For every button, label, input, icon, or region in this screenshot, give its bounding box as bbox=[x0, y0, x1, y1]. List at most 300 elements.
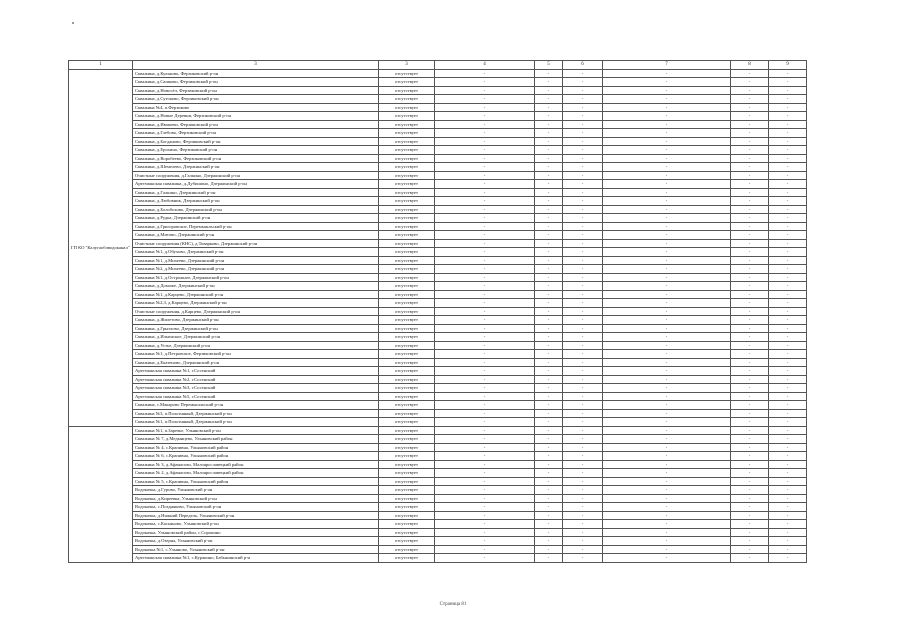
value-cell-col-5: - bbox=[535, 350, 563, 359]
value-cell-col-9: - bbox=[769, 265, 807, 274]
col-header-8: 8 bbox=[731, 61, 769, 70]
value-cell-col-8: - bbox=[731, 69, 769, 78]
value-cell-col-4: - bbox=[435, 205, 535, 214]
status-cell: отсутствует bbox=[379, 180, 435, 189]
value-cell-col-4: - bbox=[435, 333, 535, 342]
value-cell-col-7: - bbox=[603, 401, 731, 410]
value-cell-col-4: - bbox=[435, 392, 535, 401]
value-cell-col-7: - bbox=[603, 112, 731, 121]
status-cell: отсутствует bbox=[379, 477, 435, 486]
value-cell-col-6: - bbox=[563, 384, 603, 393]
value-cell-col-8: - bbox=[731, 477, 769, 486]
value-cell-col-7: - bbox=[603, 511, 731, 520]
value-cell-col-6: - bbox=[563, 503, 603, 512]
value-cell-col-4: - bbox=[435, 401, 535, 410]
value-cell-col-9: - bbox=[769, 324, 807, 333]
value-cell-col-5: - bbox=[535, 222, 563, 231]
value-cell-col-6: - bbox=[563, 95, 603, 104]
value-cell-col-7: - bbox=[603, 367, 731, 376]
value-cell-col-4: - bbox=[435, 188, 535, 197]
object-name-cell: Скважина, д.Рудка, Дзержинский р-он bbox=[133, 214, 379, 223]
value-cell-col-7: - bbox=[603, 307, 731, 316]
value-cell-col-5: - bbox=[535, 460, 563, 469]
value-cell-col-7: - bbox=[603, 554, 731, 563]
status-cell: отсутствует bbox=[379, 146, 435, 155]
value-cell-col-6: - bbox=[563, 367, 603, 376]
value-cell-col-8: - bbox=[731, 511, 769, 520]
value-cell-col-8: - bbox=[731, 299, 769, 308]
value-cell-col-7: - bbox=[603, 341, 731, 350]
value-cell-col-5: - bbox=[535, 528, 563, 537]
value-cell-col-6: - bbox=[563, 324, 603, 333]
value-cell-col-5: - bbox=[535, 120, 563, 129]
table-row bbox=[69, 316, 807, 325]
value-cell-col-6: - bbox=[563, 197, 603, 206]
value-cell-col-9: - bbox=[769, 494, 807, 503]
object-name-cell: Скважина, д.Митово, Дзержинский р-он bbox=[133, 231, 379, 240]
value-cell-col-5: - bbox=[535, 78, 563, 87]
status-cell: отсутствует bbox=[379, 222, 435, 231]
table-row bbox=[69, 350, 807, 359]
object-name-cell: Скважина №3, п.Полотняный, Дзержинский р-он bbox=[133, 409, 379, 418]
value-cell-col-8: - bbox=[731, 222, 769, 231]
status-cell: отсутствует bbox=[379, 316, 435, 325]
value-cell-col-9: - bbox=[769, 146, 807, 155]
value-cell-col-6: - bbox=[563, 154, 603, 163]
status-cell: отсутствует bbox=[379, 290, 435, 299]
value-cell-col-9: - bbox=[769, 290, 807, 299]
status-cell: отсутствует bbox=[379, 452, 435, 461]
table-row bbox=[69, 358, 807, 367]
value-cell-col-8: - bbox=[731, 324, 769, 333]
value-cell-col-7: - bbox=[603, 418, 731, 427]
value-cell-col-8: - bbox=[731, 239, 769, 248]
table-row bbox=[69, 86, 807, 95]
value-cell-col-4: - bbox=[435, 248, 535, 257]
value-cell-col-6: - bbox=[563, 443, 603, 452]
value-cell-col-7: - bbox=[603, 129, 731, 138]
value-cell-col-8: - bbox=[731, 188, 769, 197]
value-cell-col-6: - bbox=[563, 537, 603, 546]
object-name-cell: Скважина, д.Болобохово, Дзержинский р-он bbox=[133, 205, 379, 214]
value-cell-col-5: - bbox=[535, 477, 563, 486]
table-row bbox=[69, 307, 807, 316]
value-cell-col-7: - bbox=[603, 95, 731, 104]
value-cell-col-9: - bbox=[769, 392, 807, 401]
value-cell-col-4: - bbox=[435, 554, 535, 563]
value-cell-col-4: - bbox=[435, 146, 535, 155]
value-cell-col-5: - bbox=[535, 290, 563, 299]
status-cell: отсутствует bbox=[379, 367, 435, 376]
value-cell-col-5: - bbox=[535, 137, 563, 146]
value-cell-col-7: - bbox=[603, 545, 731, 554]
value-cell-col-4: - bbox=[435, 452, 535, 461]
value-cell-col-6: - bbox=[563, 401, 603, 410]
value-cell-col-7: - bbox=[603, 120, 731, 129]
value-cell-col-7: - bbox=[603, 248, 731, 257]
value-cell-col-5: - bbox=[535, 282, 563, 291]
value-cell-col-7: - bbox=[603, 171, 731, 180]
value-cell-col-9: - bbox=[769, 69, 807, 78]
object-name-cell: Водокачка, д.Озерна, Ульяновский р-он bbox=[133, 537, 379, 546]
status-cell: отсутствует bbox=[379, 350, 435, 359]
value-cell-col-5: - bbox=[535, 511, 563, 520]
value-cell-col-5: - bbox=[535, 256, 563, 265]
value-cell-col-5: - bbox=[535, 435, 563, 444]
table-row bbox=[69, 392, 807, 401]
value-cell-col-5: - bbox=[535, 307, 563, 316]
value-cell-col-7: - bbox=[603, 324, 731, 333]
status-cell: отсутствует bbox=[379, 392, 435, 401]
table-row bbox=[69, 443, 807, 452]
value-cell-col-6: - bbox=[563, 86, 603, 95]
organization-cell: ГП КО "Калугаоблводоканал" bbox=[69, 69, 133, 426]
col-header-2: 3 bbox=[133, 61, 379, 70]
table-row bbox=[69, 426, 807, 435]
object-name-cell: Скважина, д.Ерохино, Ферзиковский р-он bbox=[133, 146, 379, 155]
status-cell: отсутствует bbox=[379, 231, 435, 240]
value-cell-col-6: - bbox=[563, 290, 603, 299]
object-name-cell: Скважина, д.Воробеево, Ферзиковский р-он bbox=[133, 154, 379, 163]
value-cell-col-7: - bbox=[603, 69, 731, 78]
status-cell: отсутствует bbox=[379, 112, 435, 121]
value-cell-col-5: - bbox=[535, 486, 563, 495]
status-cell: отсутствует bbox=[379, 163, 435, 172]
value-cell-col-4: - bbox=[435, 120, 535, 129]
value-cell-col-4: - bbox=[435, 511, 535, 520]
value-cell-col-9: - bbox=[769, 120, 807, 129]
object-name-cell: Скважина, д.Грызлово, Дзержинский р-он bbox=[133, 324, 379, 333]
value-cell-col-5: - bbox=[535, 443, 563, 452]
value-cell-col-7: - bbox=[603, 435, 731, 444]
value-cell-col-4: - bbox=[435, 520, 535, 529]
status-cell: отсутствует bbox=[379, 545, 435, 554]
object-name-cell: Артезианская скважина №1, с.Куракино, Бабынинский р-н bbox=[133, 554, 379, 563]
value-cell-col-4: - bbox=[435, 163, 535, 172]
value-cell-col-6: - bbox=[563, 375, 603, 384]
value-cell-col-6: - bbox=[563, 129, 603, 138]
value-cell-col-4: - bbox=[435, 545, 535, 554]
object-name-cell: Артезианская скважина №1, г.Сосенский bbox=[133, 367, 379, 376]
value-cell-col-9: - bbox=[769, 78, 807, 87]
value-cell-col-5: - bbox=[535, 375, 563, 384]
value-cell-col-9: - bbox=[769, 486, 807, 495]
table-row bbox=[69, 103, 807, 112]
table-row bbox=[69, 95, 807, 104]
object-name-cell: Скважина №1, п.Заречье, Ульяновский р-он bbox=[133, 426, 379, 435]
value-cell-col-6: - bbox=[563, 171, 603, 180]
object-name-cell: Водокачка, Ульяновский район, с.Сорокино bbox=[133, 528, 379, 537]
value-cell-col-4: - bbox=[435, 239, 535, 248]
status-cell: отсутствует bbox=[379, 469, 435, 478]
value-cell-col-7: - bbox=[603, 188, 731, 197]
value-cell-col-7: - bbox=[603, 384, 731, 393]
value-cell-col-8: - bbox=[731, 350, 769, 359]
value-cell-col-8: - bbox=[731, 146, 769, 155]
value-cell-col-9: - bbox=[769, 452, 807, 461]
value-cell-col-4: - bbox=[435, 69, 535, 78]
value-cell-col-7: - bbox=[603, 273, 731, 282]
value-cell-col-8: - bbox=[731, 435, 769, 444]
object-name-cell: Артезианская скважина №2, г.Сосенский bbox=[133, 375, 379, 384]
value-cell-col-9: - bbox=[769, 197, 807, 206]
value-cell-col-6: - bbox=[563, 341, 603, 350]
value-cell-col-9: - bbox=[769, 129, 807, 138]
object-name-cell: Очистные сооружения (КНС), д.Товарково, Дзержинский р-он bbox=[133, 239, 379, 248]
value-cell-col-7: - bbox=[603, 477, 731, 486]
value-cell-col-8: - bbox=[731, 290, 769, 299]
value-cell-col-4: - bbox=[435, 537, 535, 546]
object-name-cell: Скважина, д.Григоровское, Перемышльский р-он bbox=[133, 222, 379, 231]
value-cell-col-7: - bbox=[603, 239, 731, 248]
object-name-cell: Водокачка, д.Киреевка, Ульяновский р-он bbox=[133, 494, 379, 503]
object-name-cell: Скважина, с.Макарово Перемышльский р-он bbox=[133, 401, 379, 410]
object-name-cell: Очистные сооружения, д.Галкино, Дзержинский р-он bbox=[133, 171, 379, 180]
value-cell-col-8: - bbox=[731, 180, 769, 189]
table-row bbox=[69, 154, 807, 163]
value-cell-col-9: - bbox=[769, 503, 807, 512]
value-cell-col-5: - bbox=[535, 324, 563, 333]
value-cell-col-8: - bbox=[731, 392, 769, 401]
value-cell-col-8: - bbox=[731, 95, 769, 104]
table-row bbox=[69, 477, 807, 486]
page-number: Страница 81 bbox=[439, 602, 467, 607]
value-cell-col-8: - bbox=[731, 307, 769, 316]
status-cell: отсутствует bbox=[379, 95, 435, 104]
status-cell: отсутствует bbox=[379, 358, 435, 367]
table-row bbox=[69, 188, 807, 197]
value-cell-col-5: - bbox=[535, 239, 563, 248]
value-cell-col-6: - bbox=[563, 103, 603, 112]
object-name-cell: Скважина № 5, с.Крапивна, Ульяновский район bbox=[133, 477, 379, 486]
value-cell-col-4: - bbox=[435, 358, 535, 367]
value-cell-col-7: - bbox=[603, 426, 731, 435]
value-cell-col-4: - bbox=[435, 367, 535, 376]
object-name-cell: Водокачка, с.Касьяново, Ульяновский р-он bbox=[133, 520, 379, 529]
value-cell-col-4: - bbox=[435, 418, 535, 427]
status-cell: отсутствует bbox=[379, 273, 435, 282]
object-name-cell: Скважина, д.Сутоково, Ферзиковский р-он bbox=[133, 95, 379, 104]
value-cell-col-4: - bbox=[435, 256, 535, 265]
value-cell-col-8: - bbox=[731, 528, 769, 537]
value-cell-col-8: - bbox=[731, 367, 769, 376]
value-cell-col-5: - bbox=[535, 367, 563, 376]
value-cell-col-8: - bbox=[731, 409, 769, 418]
table-row bbox=[69, 78, 807, 87]
value-cell-col-6: - bbox=[563, 78, 603, 87]
value-cell-col-9: - bbox=[769, 239, 807, 248]
value-cell-col-4: - bbox=[435, 214, 535, 223]
col-header-6: 6 bbox=[563, 61, 603, 70]
value-cell-col-5: - bbox=[535, 452, 563, 461]
object-name-cell: Скважина, д.Галкино, Дзержинский р-он bbox=[133, 188, 379, 197]
value-cell-col-8: - bbox=[731, 545, 769, 554]
value-cell-col-4: - bbox=[435, 350, 535, 359]
table-row bbox=[69, 528, 807, 537]
value-cell-col-6: - bbox=[563, 282, 603, 291]
table-row bbox=[69, 545, 807, 554]
scan-speck bbox=[72, 22, 74, 24]
table-row bbox=[69, 452, 807, 461]
value-cell-col-5: - bbox=[535, 180, 563, 189]
object-name-cell: Скважина, д.Устье, Дзержинский р-он bbox=[133, 341, 379, 350]
value-cell-col-9: - bbox=[769, 511, 807, 520]
col-header-3: 3 bbox=[379, 61, 435, 70]
value-cell-col-6: - bbox=[563, 350, 603, 359]
object-name-cell: Скважина №1, д.Михеево, Дзержинский р-он bbox=[133, 256, 379, 265]
table-row bbox=[69, 112, 807, 121]
object-name-cell: Водокачка, д.Нижний Передель, Ульяновский р-он bbox=[133, 511, 379, 520]
value-cell-col-9: - bbox=[769, 316, 807, 325]
object-name-cell: Скважина № 6, с.Крапивна, Ульяновский район bbox=[133, 452, 379, 461]
value-cell-col-6: - bbox=[563, 554, 603, 563]
table-row bbox=[69, 214, 807, 223]
object-name-cell: Скважина, д.Любовник, Дзержинский р-он bbox=[133, 197, 379, 206]
value-cell-col-7: - bbox=[603, 103, 731, 112]
value-cell-col-6: - bbox=[563, 307, 603, 316]
value-cell-col-5: - bbox=[535, 426, 563, 435]
value-cell-col-8: - bbox=[731, 460, 769, 469]
col-header-4: 4 bbox=[435, 61, 535, 70]
value-cell-col-5: - bbox=[535, 231, 563, 240]
status-cell: отсутствует bbox=[379, 86, 435, 95]
table-row bbox=[69, 231, 807, 240]
value-cell-col-9: - bbox=[769, 418, 807, 427]
table-row bbox=[69, 69, 807, 78]
value-cell-col-6: - bbox=[563, 137, 603, 146]
object-name-cell: Скважина № 2, д.Афанасово, Малоярославецкий район bbox=[133, 469, 379, 478]
value-cell-col-6: - bbox=[563, 239, 603, 248]
value-cell-col-9: - bbox=[769, 460, 807, 469]
object-name-cell: Скважина №1, д.Острожное, Дзержинский р-он bbox=[133, 273, 379, 282]
status-cell: отсутствует bbox=[379, 537, 435, 546]
object-name-cell: Скважина №1, д.Карцево, Дзержинский р-он bbox=[133, 290, 379, 299]
value-cell-col-6: - bbox=[563, 528, 603, 537]
value-cell-col-9: - bbox=[769, 307, 807, 316]
object-name-cell: Скважина № 7, д.Медынцево, Ульяновский район bbox=[133, 435, 379, 444]
value-cell-col-7: - bbox=[603, 222, 731, 231]
value-cell-col-5: - bbox=[535, 69, 563, 78]
value-cell-col-8: - bbox=[731, 520, 769, 529]
object-name-cell: Скважина №2,3, д.Карцево, Дзержинский р-он bbox=[133, 299, 379, 308]
value-cell-col-8: - bbox=[731, 154, 769, 163]
value-cell-col-9: - bbox=[769, 137, 807, 146]
value-cell-col-7: - bbox=[603, 154, 731, 163]
status-cell: отсутствует bbox=[379, 426, 435, 435]
value-cell-col-5: - bbox=[535, 316, 563, 325]
value-cell-col-9: - bbox=[769, 188, 807, 197]
value-cell-col-4: - bbox=[435, 299, 535, 308]
value-cell-col-5: - bbox=[535, 384, 563, 393]
table-row bbox=[69, 367, 807, 376]
object-name-cell: Скважина, д.Новосёл, Ферзиковский р-он bbox=[133, 86, 379, 95]
value-cell-col-6: - bbox=[563, 418, 603, 427]
value-cell-col-5: - bbox=[535, 418, 563, 427]
value-cell-col-6: - bbox=[563, 299, 603, 308]
status-cell: отсутствует bbox=[379, 239, 435, 248]
value-cell-col-5: - bbox=[535, 154, 563, 163]
value-cell-col-7: - bbox=[603, 358, 731, 367]
value-cell-col-5: - bbox=[535, 537, 563, 546]
value-cell-col-5: - bbox=[535, 197, 563, 206]
status-cell: отсутствует bbox=[379, 324, 435, 333]
table-row bbox=[69, 494, 807, 503]
value-cell-col-4: - bbox=[435, 384, 535, 393]
value-cell-col-4: - bbox=[435, 435, 535, 444]
value-cell-col-5: - bbox=[535, 103, 563, 112]
value-cell-col-4: - bbox=[435, 103, 535, 112]
object-name-cell: Скважина №4, п.Ферзиково bbox=[133, 103, 379, 112]
value-cell-col-9: - bbox=[769, 358, 807, 367]
table-row bbox=[69, 375, 807, 384]
value-cell-col-4: - bbox=[435, 477, 535, 486]
value-cell-col-6: - bbox=[563, 486, 603, 495]
value-cell-col-5: - bbox=[535, 205, 563, 214]
value-cell-col-6: - bbox=[563, 520, 603, 529]
status-cell: отсутствует bbox=[379, 171, 435, 180]
value-cell-col-6: - bbox=[563, 545, 603, 554]
table-row bbox=[69, 418, 807, 427]
object-name-cell: Скважина, д.Новые Деревни, Ферзиковский р-он bbox=[133, 112, 379, 121]
value-cell-col-5: - bbox=[535, 146, 563, 155]
object-name-cell: Скважина №1, д.Петровское, Ферзиковский р-он bbox=[133, 350, 379, 359]
table-row bbox=[69, 537, 807, 546]
value-cell-col-8: - bbox=[731, 384, 769, 393]
table-row bbox=[69, 171, 807, 180]
table-row bbox=[69, 290, 807, 299]
value-cell-col-6: - bbox=[563, 248, 603, 257]
value-cell-col-8: - bbox=[731, 171, 769, 180]
value-cell-col-9: - bbox=[769, 248, 807, 257]
value-cell-col-9: - bbox=[769, 375, 807, 384]
value-cell-col-7: - bbox=[603, 333, 731, 342]
table-row bbox=[69, 146, 807, 155]
value-cell-col-9: - bbox=[769, 205, 807, 214]
object-name-cell: Скважина № 3, д.Афанасово, Малоярославецкий район bbox=[133, 460, 379, 469]
value-cell-col-6: - bbox=[563, 222, 603, 231]
object-name-cell: Скважина №2, д.Михеево, Дзержинский р-он bbox=[133, 265, 379, 274]
table-row bbox=[69, 460, 807, 469]
object-name-cell: Очистные сооружения, д.Карцево, Дзержинский р-он bbox=[133, 307, 379, 316]
value-cell-col-7: - bbox=[603, 392, 731, 401]
value-cell-col-8: - bbox=[731, 231, 769, 240]
table-row bbox=[69, 520, 807, 529]
object-name-cell: Скважина №1, д.Обухово, Дзержинский р-он bbox=[133, 248, 379, 257]
value-cell-col-8: - bbox=[731, 256, 769, 265]
value-cell-col-8: - bbox=[731, 214, 769, 223]
value-cell-col-5: - bbox=[535, 503, 563, 512]
value-cell-col-8: - bbox=[731, 486, 769, 495]
value-cell-col-8: - bbox=[731, 112, 769, 121]
table-row bbox=[69, 222, 807, 231]
value-cell-col-7: - bbox=[603, 78, 731, 87]
value-cell-col-8: - bbox=[731, 401, 769, 410]
value-cell-col-9: - bbox=[769, 384, 807, 393]
value-cell-col-8: - bbox=[731, 426, 769, 435]
value-cell-col-7: - bbox=[603, 290, 731, 299]
value-cell-col-5: - bbox=[535, 265, 563, 274]
value-cell-col-7: - bbox=[603, 503, 731, 512]
value-cell-col-6: - bbox=[563, 392, 603, 401]
value-cell-col-6: - bbox=[563, 120, 603, 129]
value-cell-col-6: - bbox=[563, 358, 603, 367]
value-cell-col-8: - bbox=[731, 333, 769, 342]
value-cell-col-4: - bbox=[435, 324, 535, 333]
value-cell-col-5: - bbox=[535, 494, 563, 503]
value-cell-col-5: - bbox=[535, 273, 563, 282]
value-cell-col-4: - bbox=[435, 486, 535, 495]
value-cell-col-4: - bbox=[435, 375, 535, 384]
